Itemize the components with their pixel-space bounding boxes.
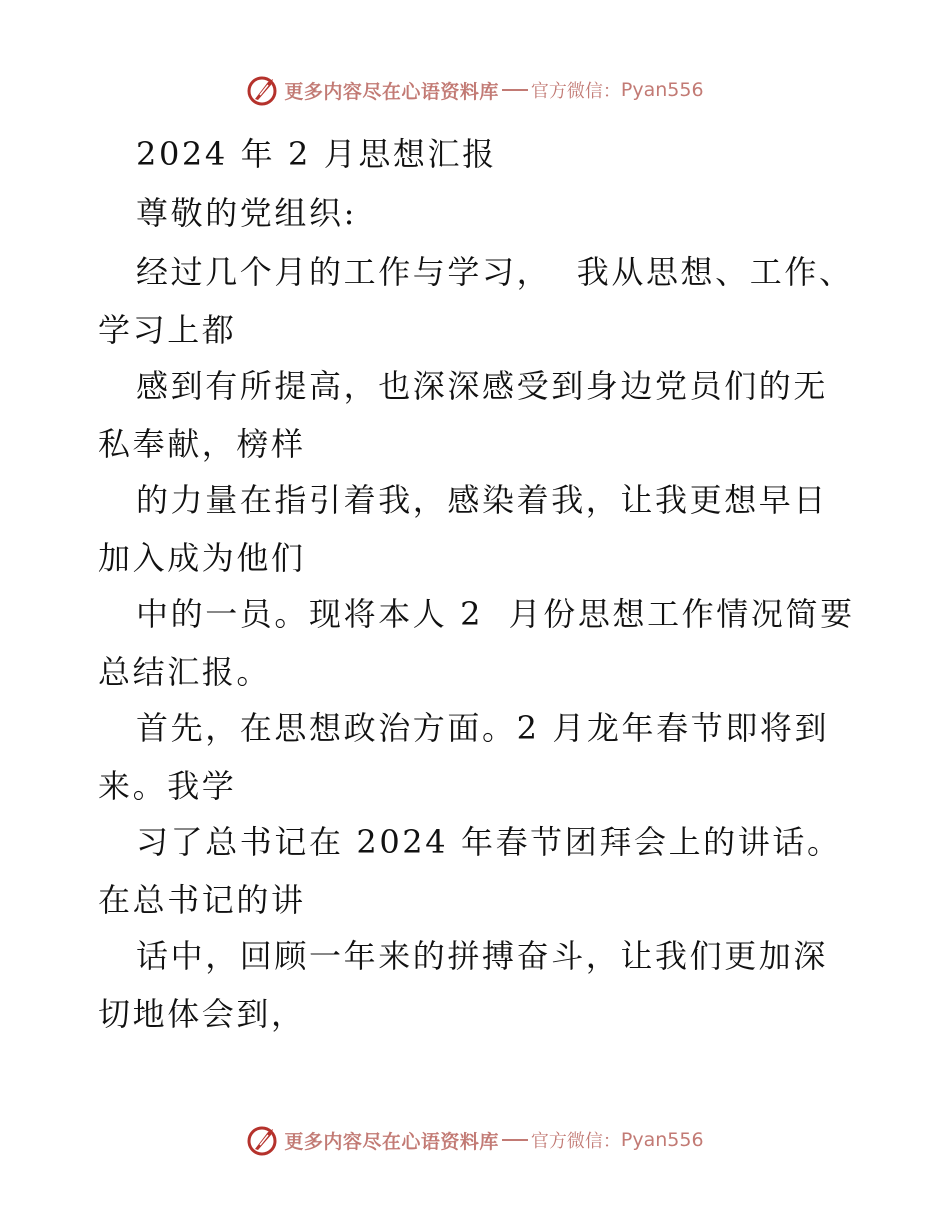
footer-banner xyxy=(0,1120,950,1160)
body-line: 经过几个月的工作与学习， 我从思想、工作、学习上都 xyxy=(98,253,854,349)
body-line: 的力量在指引着我，感染着我，让我更想早日加入成为他们 xyxy=(98,481,829,577)
document-title: 2024 年 2 月思想汇报 xyxy=(136,135,497,173)
site-name: 更多内容尽在心语资料库 xyxy=(284,1130,499,1153)
banner-dash xyxy=(502,1139,528,1141)
body-line: 感到有所提高，也深深感受到身边党员们的无私奉献，榜样 xyxy=(98,367,829,463)
body-line: 中的一员。现将本人 2 月份思想工作情况简要总结汇报。 xyxy=(98,595,855,691)
wechat-label: 官方微信： xyxy=(530,1131,621,1152)
wechat-account: Pyan556 xyxy=(620,1129,704,1151)
site-name: 更多内容尽在心语资料库 xyxy=(284,80,499,103)
wechat-label: 官方微信： xyxy=(530,81,621,102)
body-line: 首先，在思想政治方面。2 月龙年春节即将到来。我学 xyxy=(98,709,830,805)
quill-pen-logo-icon xyxy=(246,1123,280,1157)
salutation: 尊敬的党组织: xyxy=(136,194,357,232)
body-line: 话中，回顾一年来的拼搏奋斗，让我们更加深切地体会到， xyxy=(98,937,829,1033)
banner-dash xyxy=(502,89,528,91)
header-banner xyxy=(0,70,950,110)
body-line: 习了总书记在 2024 年春节团拜会上的讲话。在总书记的讲 xyxy=(98,823,842,919)
quill-pen-logo-icon xyxy=(246,73,280,107)
wechat-account: Pyan556 xyxy=(620,79,704,101)
